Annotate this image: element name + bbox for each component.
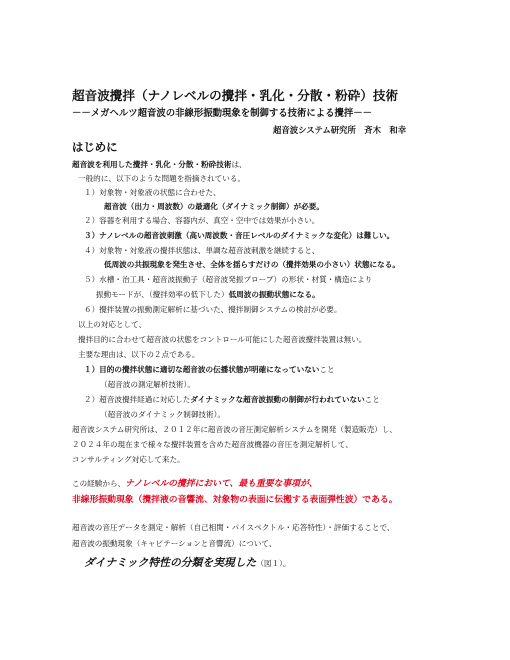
para2-line-2: 攪拌目的に合わせて超音波の状態をコントロール可能にした超音波攪拌装置は無い。 [78, 335, 367, 344]
para2-line-1: 以上の対応として、 [78, 320, 147, 329]
item-2: ２）容器を利用する場合、容器内が、真空・空中では効果が小さい。 [84, 216, 320, 225]
para3-line-3: コンサルティング対応して来た。 [72, 455, 185, 464]
experience-red-1: ナノレベルの攪拌において、最も重要な事項が、 [125, 479, 318, 489]
intro-line-1 [72, 160, 247, 170]
reason-1-bold: １）目的の攪拌状態に適切な超音波の伝播状態が明確になっていない [84, 365, 320, 374]
dynamic-characteristics: ダイナミック特性の分類を実現した [84, 556, 257, 569]
para4-line-1: 超音波の音圧データを測定・解析（自己相関・パイスペクトル・応答特性）・評価することで、 [72, 523, 395, 532]
reason-1-sub: （超音波の測定解析技術）。 [100, 380, 195, 389]
intro-bold: 超音波を利用した攪拌・乳化・分散・粉砕技術 [72, 160, 232, 169]
item-1-line-2: 超音波（出力・周波数）の最適化（ダイナミック制御）が必要。 [104, 202, 324, 211]
item-1-line-1: １）対象物・対象液の状態に合わせた、 [84, 188, 221, 197]
para2-line-3: 主要な理由は、以下の２点である。 [78, 350, 200, 359]
reason-2-plain: ２）超音波攪拌経過に対応した [84, 395, 191, 404]
reason-1-tail: こと [319, 365, 335, 374]
intro-line-2: 一般的に、以下のような問題を指摘されている。 [78, 174, 246, 183]
para4-line-3 [84, 556, 291, 570]
reason-2 [84, 395, 380, 405]
item-3: ３）ナノレベルの超音波刺激（高い周波数・音圧レベルのダイナミックな変化）は難しい。 [84, 231, 395, 240]
reason-2-bold: ダイナミックな超音波振動の制御が行われていない [190, 395, 365, 404]
experience-red-2: 非線形振動現象（攪拌液の音響流、対象物の表面に伝搬する表面弾性波）である。 [72, 495, 398, 505]
author-line: 超音波システム研究所 斉木 和幸 [273, 125, 407, 135]
item-5-line-1: ５）水槽・治工具・超音波振動子（超音波発振プローブ）の形状・材質・構造により [84, 275, 373, 284]
section-heading: はじめに [72, 140, 118, 154]
reason-2-tail: こと [364, 395, 380, 404]
item-4-line-2: 低周波の共振現象を発生させ、全体を揺らすだけの（攪拌効果の小さい）状態になる。 [104, 260, 400, 269]
para3-line-2: ２０２４年の現在まで様々な攪拌装置を含めた超音波機器の音圧を測定解析して、 [72, 440, 353, 449]
para4-line-2: 超音波の振動現象（キャビテーションと音響流）について、 [72, 539, 277, 548]
item-5-bold: 低周波の振動状態になる。 [228, 290, 320, 299]
reason-1 [84, 365, 335, 375]
intro-rest: は、 [231, 160, 247, 169]
figure-ref: （図１）。 [256, 559, 291, 568]
item-6: ６）攪拌装置の振動測定解析に基づいた、攪拌制御システムの検討が必要。 [84, 305, 342, 314]
item-4-line-1: ４）対象物・対象液の攪拌状態は、単調な超音波刺激を継続すると、 [84, 246, 320, 255]
document-title: 超音波攪拌（ナノレベルの攪拌・乳化・分散・粉砕）技術 [72, 88, 399, 103]
experience-line-1 [72, 478, 318, 490]
document-subtitle: －－メガヘルツ超音波の非線形振動現象を制御する技術による攪拌－－ [72, 108, 373, 119]
item-5-line-2 [96, 290, 320, 300]
para3-line-1: 超音波システム研究所は、２０１２年に超音波の音圧測定解析システムを開発（製造販売）し、 [72, 425, 398, 434]
experience-lead: この経験から、 [72, 479, 126, 488]
reason-2-sub: （超音波のダイナミック制御技術）。 [100, 410, 225, 419]
item-5-plain: 振動モードが、（攪拌効率の低下した） [96, 290, 229, 299]
